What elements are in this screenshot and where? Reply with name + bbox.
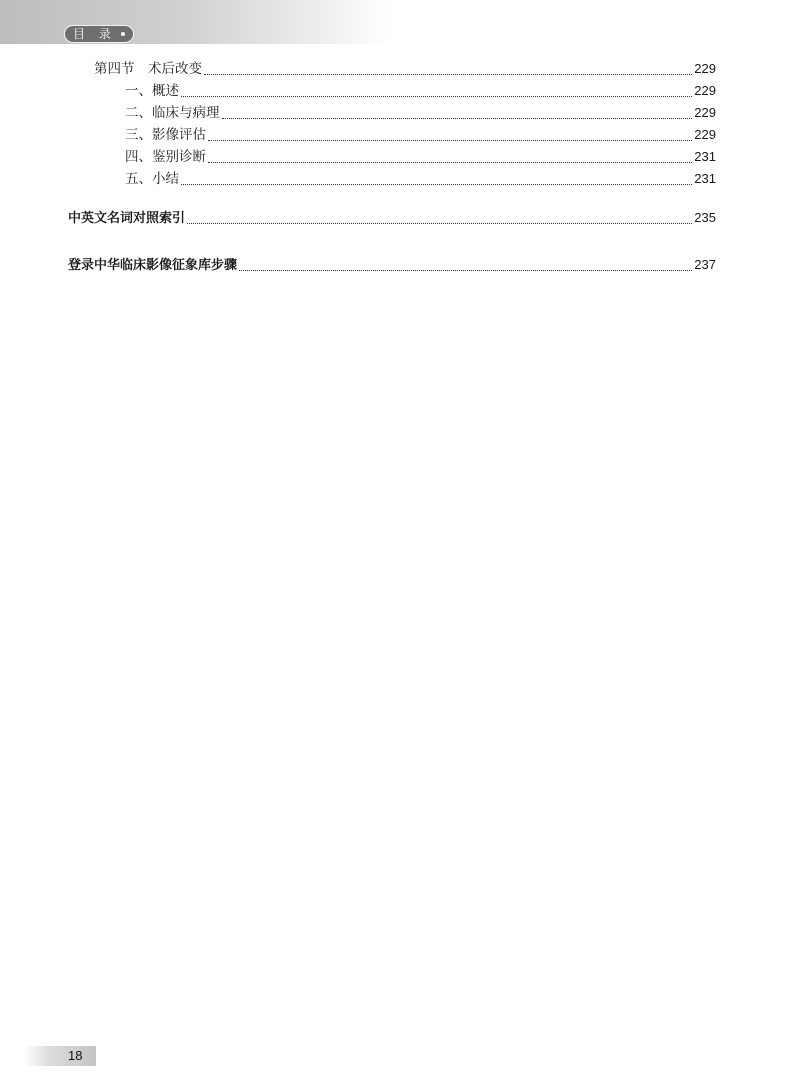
section-tab xyxy=(64,25,134,43)
bullet-dot-icon xyxy=(121,32,125,36)
toc-entry-title: 三、影像评估 xyxy=(125,127,206,143)
section-tab-label: 目 录 xyxy=(73,27,116,41)
toc-index-entry[interactable] xyxy=(68,208,716,228)
dot-leader xyxy=(181,95,692,97)
dot-leader xyxy=(204,73,692,75)
toc-entry-page: 229 xyxy=(694,127,716,142)
toc-entry-title: 五、小结 xyxy=(125,171,179,187)
dot-leader xyxy=(239,269,692,271)
toc-entry-title: 二、临床与病理 xyxy=(125,105,220,121)
dot-leader xyxy=(187,222,692,224)
toc-entry-page: 229 xyxy=(694,105,716,120)
toc-subsection-entry[interactable] xyxy=(125,81,716,101)
toc-appendix-entry[interactable] xyxy=(68,255,716,275)
toc-subsection-entry[interactable] xyxy=(125,169,716,189)
toc-entry-page: 229 xyxy=(694,83,716,98)
toc-entry-title: 中英文名词对照索引 xyxy=(68,211,186,226)
toc-entry-page: 229 xyxy=(694,61,716,76)
header-band xyxy=(0,0,390,44)
dot-leader xyxy=(208,139,692,141)
toc-subsection-entry[interactable] xyxy=(125,103,716,123)
toc-subsection-entry[interactable] xyxy=(125,147,716,167)
toc-section-entry[interactable] xyxy=(94,59,716,79)
toc-entry-title: 四、鉴别诊断 xyxy=(125,149,206,165)
toc-entry-page: 235 xyxy=(694,210,716,225)
toc-entry-title: 登录中华临床影像征象库步骤 xyxy=(68,258,238,273)
page-number: 18 xyxy=(68,1048,83,1063)
toc-entry-title: 一、概述 xyxy=(125,83,179,99)
dot-leader xyxy=(222,117,693,119)
toc-entry-page: 231 xyxy=(694,171,716,186)
dot-leader xyxy=(208,161,692,163)
toc-entry-page: 237 xyxy=(694,257,716,272)
toc-subsection-entry[interactable] xyxy=(125,125,716,145)
footer-band xyxy=(24,1046,96,1066)
toc-entry-title: 第四节 术后改变 xyxy=(94,61,202,77)
toc-entry-page: 231 xyxy=(694,149,716,164)
dot-leader xyxy=(181,183,692,185)
